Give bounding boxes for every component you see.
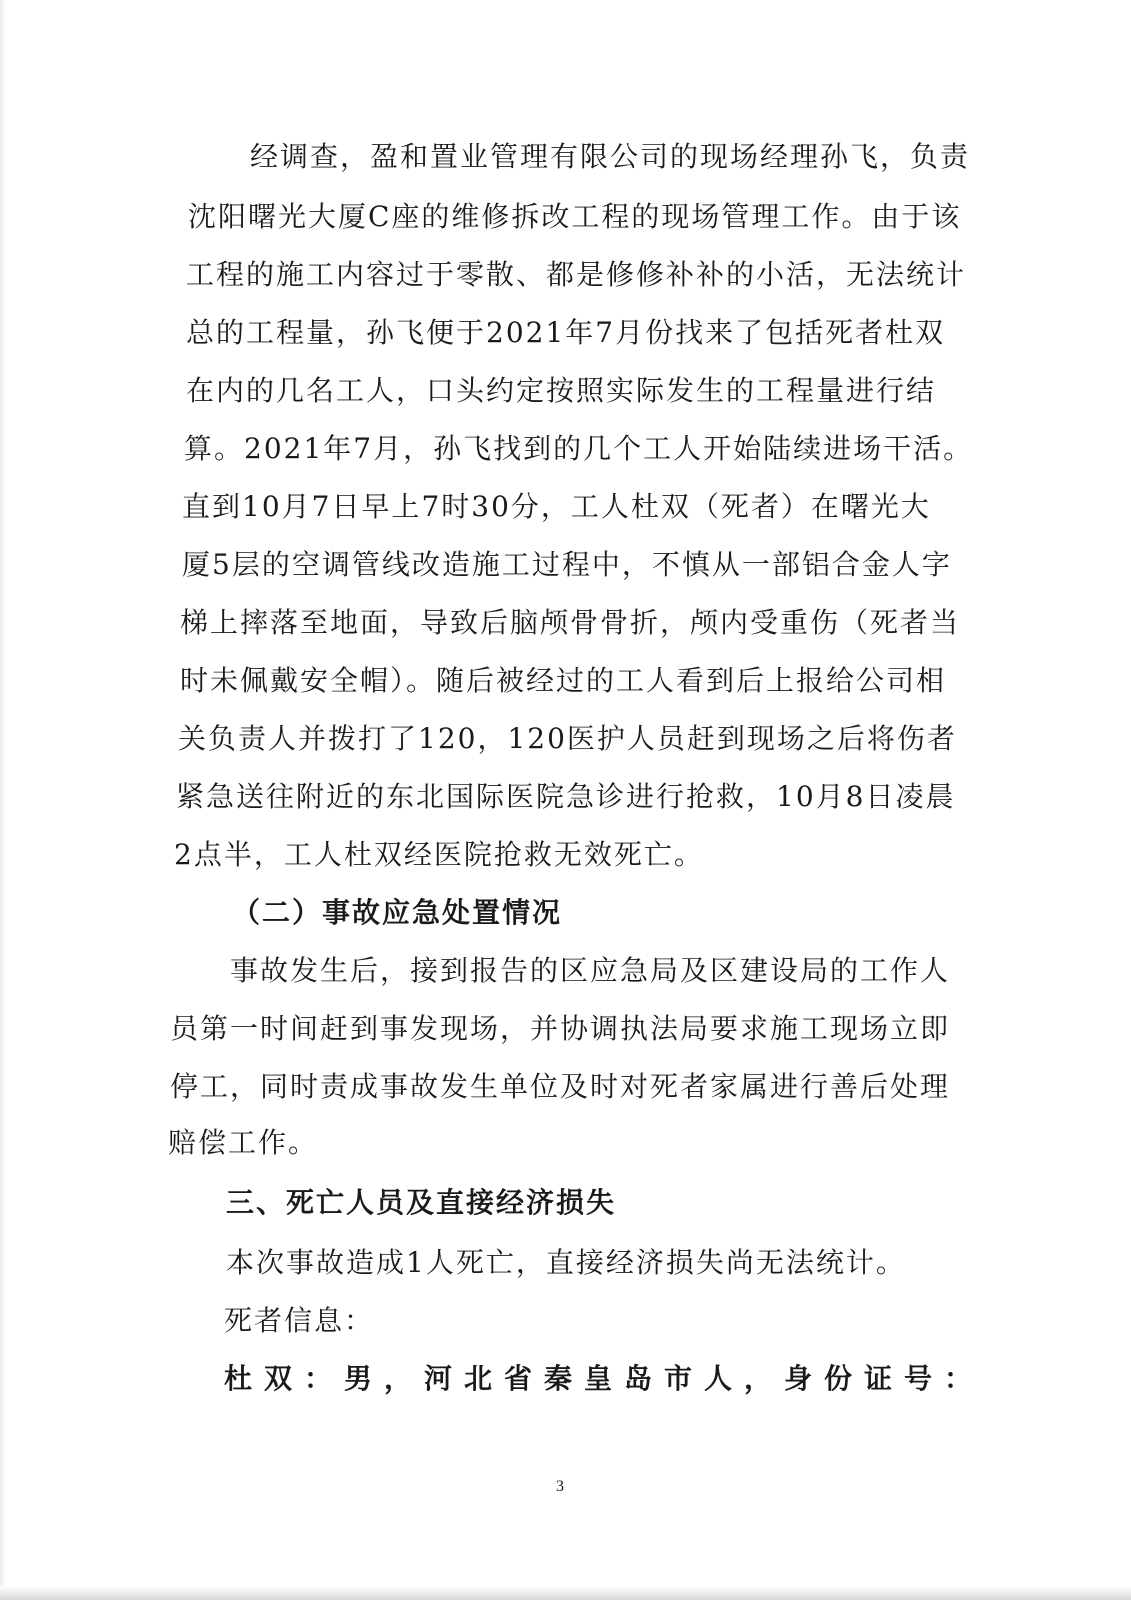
deceased-label: 死者信息： — [224, 1304, 375, 1337]
paragraph-line: 本次事故造成1人死亡，直接经济损失尚无法统计。 — [226, 1246, 906, 1279]
paragraph-line: 事故发生后，接到报告的区应急局及区建设局的工作人 — [230, 954, 951, 987]
scan-bottom-edge — [0, 1586, 1131, 1600]
paragraph-line: 直到10月7日早上7时30分，工人杜双（死者）在曙光大 — [182, 490, 931, 523]
scan-edge — [0, 0, 6, 1600]
paragraph-line: 员第一时间赶到事发现场，并协调执法局要求施工现场立即 — [170, 1012, 951, 1045]
paragraph-line: 赔偿工作。 — [168, 1126, 319, 1159]
section-heading: （二）事故应急处置情况 — [232, 896, 563, 929]
paragraph-line: 经调查，盈和置业管理有限公司的现场经理孙飞，负责 — [250, 140, 971, 173]
paragraph-line: 厦5层的空调管线改造施工过程中，不慎从一部铝合金人字 — [182, 548, 952, 581]
paragraph-line: 关负责人并拨打了120，120医护人员赶到现场之后将伤者 — [178, 722, 957, 755]
page-number: 3 — [556, 1478, 564, 1495]
paragraph-line: 紧急送往附近的东北国际医院急诊进行抢救，10月8日凌晨 — [176, 780, 956, 813]
paragraph-line: 在内的几名工人，口头约定按照实际发生的工程量进行结 — [186, 374, 937, 407]
paragraph-line: 算。2021年7月，孙飞找到的几个工人开始陆续进场干活。 — [184, 432, 974, 465]
paragraph-line: 工程的施工内容过于零散、都是修修补补的小活，无法统计 — [186, 258, 967, 291]
paragraph-line: 停工，同时责成事故发生单位及时对死者家属进行善后处理 — [170, 1070, 951, 1103]
section-heading: 三、死亡人员及直接经济损失 — [226, 1186, 617, 1219]
paragraph-line: 梯上摔落至地面，导致后脑颅骨骨折，颅内受重伤（死者当 — [180, 606, 961, 639]
paragraph-line: 沈阳曙光大厦C座的维修拆改工程的现场管理工作。由于该 — [188, 200, 962, 233]
paragraph-line: 2点半，工人杜双经医院抢救无效死亡。 — [174, 838, 704, 871]
paragraph-line: 时未佩戴安全帽）。随后被经过的工人看到后上报给公司相 — [180, 664, 947, 697]
paragraph-line: 总的工程量，孙飞便于2021年7月份找来了包括死者杜双 — [186, 316, 946, 349]
deceased-info-line: 杜双：男，河北省秦皇岛市人，身份证号： — [224, 1362, 985, 1395]
